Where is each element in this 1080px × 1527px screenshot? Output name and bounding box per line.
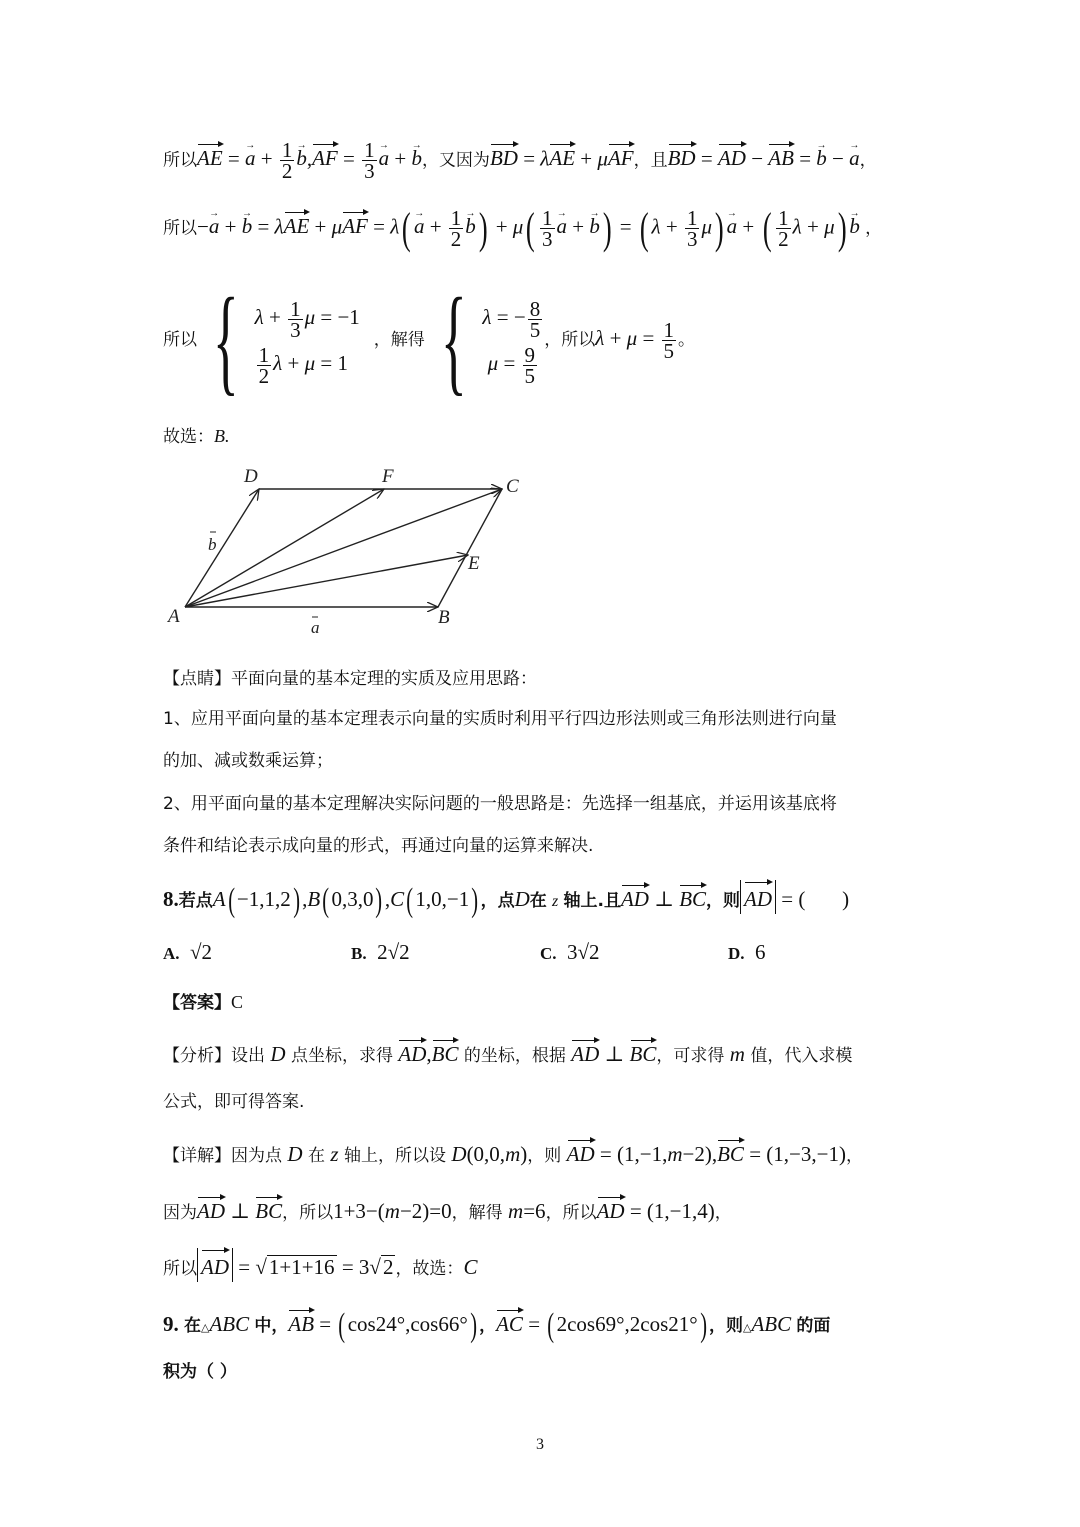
q8-detail-2: 因为AD ⊥ BC，所以1+3−(m−2)=0，解得 m=6，所以AD = (1,−1,4)， [163, 1195, 732, 1225]
vector-AE [185, 555, 468, 607]
tips-p1a: 1、应用平面向量的基本定理表示向量的实质时利用平行四边形法则或三角形法则进行向量 [163, 709, 837, 729]
tips-p2b: 条件和结论表示成向量的形式，再通过向量的运算来解决. [163, 836, 594, 856]
question-9-line-b: 积为（ ） [163, 1362, 237, 1382]
tips-p1b: 的加、减或数乘运算； [163, 751, 333, 771]
q8-detail-1: 【详解】因为点 D 在 z 轴上，所以设 D(0,0,m)，则 AD = (1,−1,m−2),BC = (1,−3,−1)， [163, 1138, 863, 1168]
label-B: B [438, 607, 450, 628]
label-b-vector: b [208, 535, 217, 554]
option-a[interactable]: A. √2 [163, 940, 213, 964]
label-D: D [244, 466, 258, 487]
segment-BC [438, 489, 502, 607]
equation-system-2: λ = − $\frac{8}{5}$ μ = $\frac{9}{5}$ [482, 296, 541, 388]
question-9-line-a: 9. 在△ABC 中，AB = ( cos24°,cos66°) ，AC = ( 2cos69°,2cos21°) ，则△ABC 的面 [163, 1307, 831, 1344]
label-C: C [506, 476, 519, 497]
vector-AD [185, 489, 259, 607]
page-number: 3 [536, 1436, 544, 1453]
label-F: F [382, 466, 394, 487]
choose-answer-line: 故选：B. [163, 426, 230, 447]
option-d[interactable]: D. 6 [728, 940, 766, 964]
solution-line-2: 所以−a → + b → = λAE + μAF = λ( a → + $\frac{1}{2}$ b →) + μ( $\frac{1}{3}$ a → + b →) = ( λ + $\frac{1}{3}$ μ) a → + ( $\frac{1}{2}$ λ + μ) b → ， [163, 208, 882, 249]
label-E: E [468, 553, 480, 574]
q8-answer: 【答案】C [163, 992, 244, 1013]
label-A: A [168, 606, 180, 627]
solution-line-3-systems: 所以 { λ + $\frac{1}{3}$ μ = −1 $\frac{1}{2}$ λ + μ = 1 ，解得 { λ = − $\frac{8}{5}$ μ = $\frac{9}{5}$ ，所以λ + μ = $\frac{1}{5}$ 。 [163, 273, 696, 406]
equation-system-1: λ + $\frac{1}{3}$ μ = −1 $\frac{1}{2}$ λ + μ = 1 [254, 296, 360, 388]
q8-analysis-b: 公式，即可得答案. [163, 1092, 305, 1112]
option-c[interactable]: C. 3√2 [540, 940, 600, 964]
vector-AC [185, 489, 502, 607]
solution-line-1: 所以AE = a → + $\frac{1}{2}$ b →,AF = $\frac{1}{3}$ a → + b →，又因为BD = λAE + μAF，且BD = AD − AB = b → − a →， [163, 140, 877, 181]
option-b[interactable]: B. 2√2 [351, 940, 410, 964]
q8-detail-3: 所以 AD = √1+1+16 = 3√2 ，故选：C [163, 1248, 477, 1282]
label-a-vector: a [311, 618, 320, 637]
tips-p2a: 2、用平面向量的基本定理解决实际问题的一般思路是：先选择一组基底，并运用该基底将 [163, 794, 837, 814]
parallelogram-vector-diagram [160, 460, 540, 640]
tips-heading: 【点睛】平面向量的基本定理的实质及应用思路： [163, 669, 537, 689]
q8-analysis-a: 【分析】设出 D 点坐标，求得 AD,BC 的坐标，根据 AD ⊥ BC，可求得 m 值，代入求模 [163, 1038, 852, 1068]
question-8: 8.若点A( −1,1,2) ,B( 0,3,0) ,C( 1,0,−1) ，点D在 z 轴上.且AD ⊥ BC，则 AD = ( ) [163, 880, 849, 921]
